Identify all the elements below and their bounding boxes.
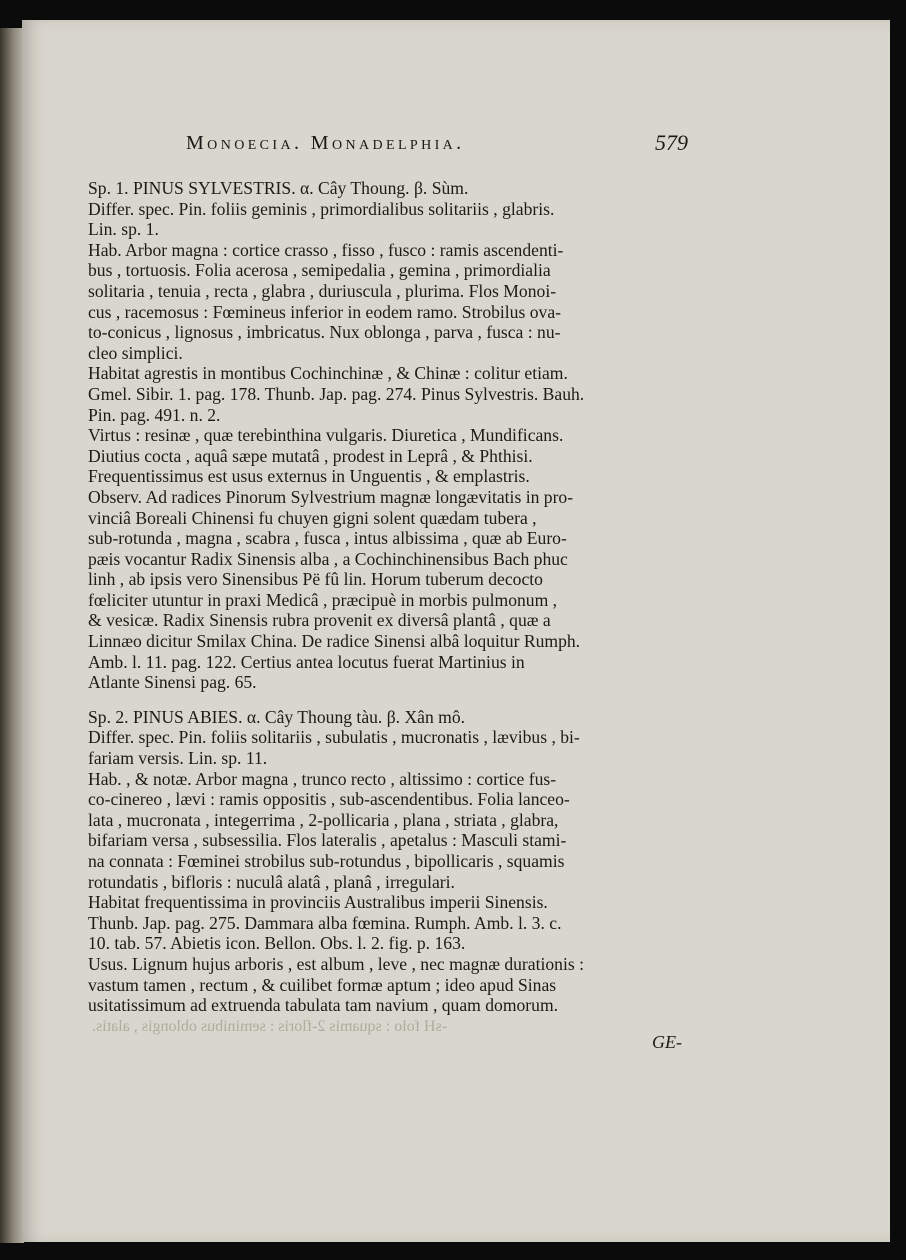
text-line: Pin. pag. 491. n. 2. (88, 404, 221, 425)
text-line: Frequentissimus est usus externus in Unguentis , & emplastris. (88, 466, 530, 487)
facing-page-edge (0, 28, 24, 1243)
catchword: GE- (652, 1032, 682, 1052)
text-line: Atlante Sinensi pag. 65. (88, 672, 257, 693)
text-line: Virtus : resinæ , quæ terebinthina vulgaris. Diuretica , Mundificans. (88, 425, 564, 446)
text-line: Sp. 2. PINUS ABIES. α. Cây Thoung tàu. β. Xân mô. (88, 706, 466, 727)
text-line: fœliciter utuntur in praxi Medicâ , præcipuè in morbis pulmonum , (88, 589, 558, 610)
text-line: Habitat frequentissima in provinciis Australibus imperii Sinensis. (88, 892, 548, 913)
text-line: to-conicus , lignosus , imbricatus. Nux oblonga , parva , fusca : nu- (88, 322, 561, 343)
text-line: Diutius cocta , aquâ sæpe mutatâ , prodest in Leprâ , & Phthisi. (88, 445, 533, 466)
text-line: 10. tab. 57. Abietis icon. Bellon. Obs. l. 2. fig. p. 163. (88, 933, 466, 954)
text-line: bus , tortuosis. Folia acerosa , semipedalia , gemina , primordialia (88, 260, 551, 281)
text-line: Usus. Lignum hujus arboris , est album , leve , nec magnæ durationis : (88, 953, 584, 974)
text-line: Hab. , & notæ. Arbor magna , trunco recto , altissimo : cortice fus- (88, 768, 557, 789)
text-line: Sp. 1. PINUS SYLVESTRIS. α. Cây Thoung. β. Sùm. (88, 178, 469, 198)
text-line: Hab. Arbor magna : cortice crasso , fisso , fusco : ramis ascendenti- (88, 239, 564, 260)
text-line: vastum tamen , rectum , & cuilibet formæ aptum ; ideo apud Sinas (88, 974, 557, 995)
text-line: fariam versis. Lin. sp. 11. (88, 748, 268, 769)
text-line: Lin. sp. 1. (88, 219, 159, 240)
text-line: na connata : Fœminei strobilus sub-rotundus , bipollicaris , squamis (88, 851, 565, 871)
text-line: & vesicæ. Radix Sinensis rubra provenit ex diversâ plantâ , quæ a (88, 610, 551, 631)
text-line: Differ. spec. Pin. foliis solitariis , subulatis , mucronatis , lævibus , bi- (88, 727, 580, 748)
text-line: usitatissimum ad extruenda tabulata tam navium , quam domorum. (88, 995, 559, 1016)
text-line: cus , racemosus : Fœmineus inferior in eodem ramo. Strobilus ova- (88, 301, 561, 322)
bleed-through-text: -sH folo : squamis 2-floris : seminibus oblongis , alatis. (92, 1018, 448, 1035)
text-line: bifariam versa , subsessilia. Flos lateralis , apetalus : Masculi stami- (88, 830, 567, 851)
text-line: co-cinereo , lævi : ramis oppositis , sub-ascendentibus. Folia lanceo- (88, 789, 570, 810)
paragraph-gap (88, 693, 702, 707)
text-line: pæis vocantur Radix Sinensis alba , a Cochinchinensibus Bach phuc (88, 548, 568, 569)
text-line: Differ. spec. Pin. foliis geminis , primordialibus solitariis , glabris. (88, 198, 555, 219)
text-line: linh , ab ipsis vero Sinensibus Pë fû lin. Horum tuberum decocto (88, 569, 543, 590)
text-line: vinciâ Boreali Chinensi fu chuyen gigni solent quædam tubera , (88, 507, 537, 528)
text-line: rotundatis , bifloris : nuculâ alatâ , planâ , irregulari. (88, 871, 455, 892)
page-number: 579 (655, 130, 688, 155)
page-header (186, 128, 688, 160)
text-line: cleo simplici. (88, 342, 183, 363)
text-line: Thunb. Jap. pag. 275. Dammara alba fœmina. Rumph. Amb. l. 3. c. (88, 912, 562, 933)
body-text (88, 178, 702, 1016)
text-line: lata , mucronata , integerrima , 2-pollicaria , plana , striata , glabra, (88, 809, 559, 830)
text-line: Observ. Ad radices Pinorum Sylvestrium magnæ longævitatis in pro- (88, 486, 574, 507)
text-line: sub-rotunda , magna , scabra , fusca , intus albissima , quæ ab Euro- (88, 528, 567, 549)
text-line: Habitat agrestis in montibus Cochinchinæ , & Chinæ : colitur etiam. (88, 363, 568, 384)
text-line: solitaria , tenuia , recta , glabra , duriuscula , plurima. Flos Monoi- (88, 280, 557, 301)
text-line: Linnæo dicitur Smilax China. De radice Sinensi albâ loquitur Rumph. (88, 631, 581, 652)
text-line: Amb. l. 11. pag. 122. Certius antea locutus fuerat Martinius in (88, 651, 525, 672)
running-head: Monoecia. Monadelphia. (186, 132, 465, 154)
text-line: Gmel. Sibir. 1. pag. 178. Thunb. Jap. pag. 274. Pinus Sylvestris. Bauh. (88, 383, 585, 404)
